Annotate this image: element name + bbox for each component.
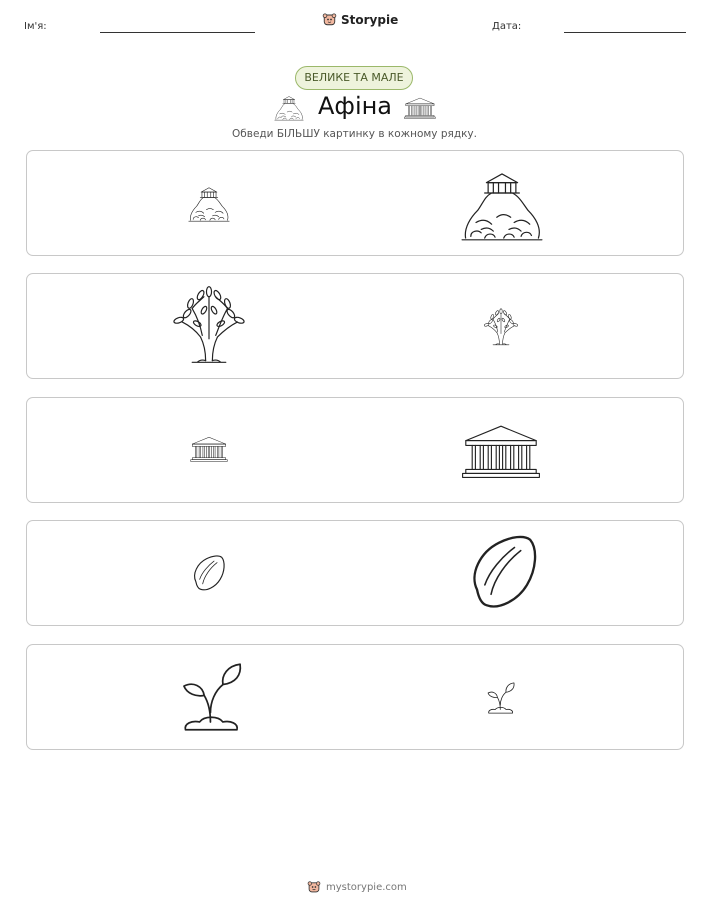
seed-small-icon[interactable]: [189, 555, 227, 593]
row-1: [26, 150, 684, 256]
storypie-logo: [322, 12, 398, 27]
name-line[interactable]: [100, 32, 255, 33]
sprout-large-icon[interactable]: [173, 657, 251, 737]
temple-small-icon[interactable]: [190, 434, 228, 464]
olive-tree-small-icon[interactable]: [481, 308, 521, 348]
mascot-icon: [307, 880, 321, 894]
brand-name: Storypie: [341, 12, 399, 27]
category-badge: ВЕЛИКЕ ТА МАЛЕ: [295, 66, 413, 90]
acropolis-large-icon[interactable]: [455, 167, 549, 245]
row-2: [26, 273, 684, 379]
footer-url[interactable]: mystorypie.com: [326, 881, 407, 893]
date-label: Дата:: [492, 21, 522, 32]
mascot-icon: [322, 12, 337, 27]
row-4: [26, 520, 684, 626]
row-5: [26, 644, 684, 750]
olive-tree-large-icon[interactable]: [167, 284, 251, 370]
acropolis-icon: [272, 94, 306, 122]
name-label: Ім'я:: [24, 21, 47, 32]
acropolis-small-icon[interactable]: [187, 184, 231, 224]
row-3: [26, 397, 684, 503]
sprout-small-icon[interactable]: [483, 679, 519, 717]
seed-large-icon[interactable]: [463, 535, 541, 613]
footer: [307, 880, 407, 894]
temple-icon: [404, 96, 436, 120]
date-line[interactable]: [564, 32, 686, 33]
temple-large-icon[interactable]: [461, 418, 541, 484]
instruction-text: Обведи БІЛЬШУ картинку в кожному рядку.: [232, 128, 477, 140]
page-title: Афіна: [318, 92, 393, 120]
